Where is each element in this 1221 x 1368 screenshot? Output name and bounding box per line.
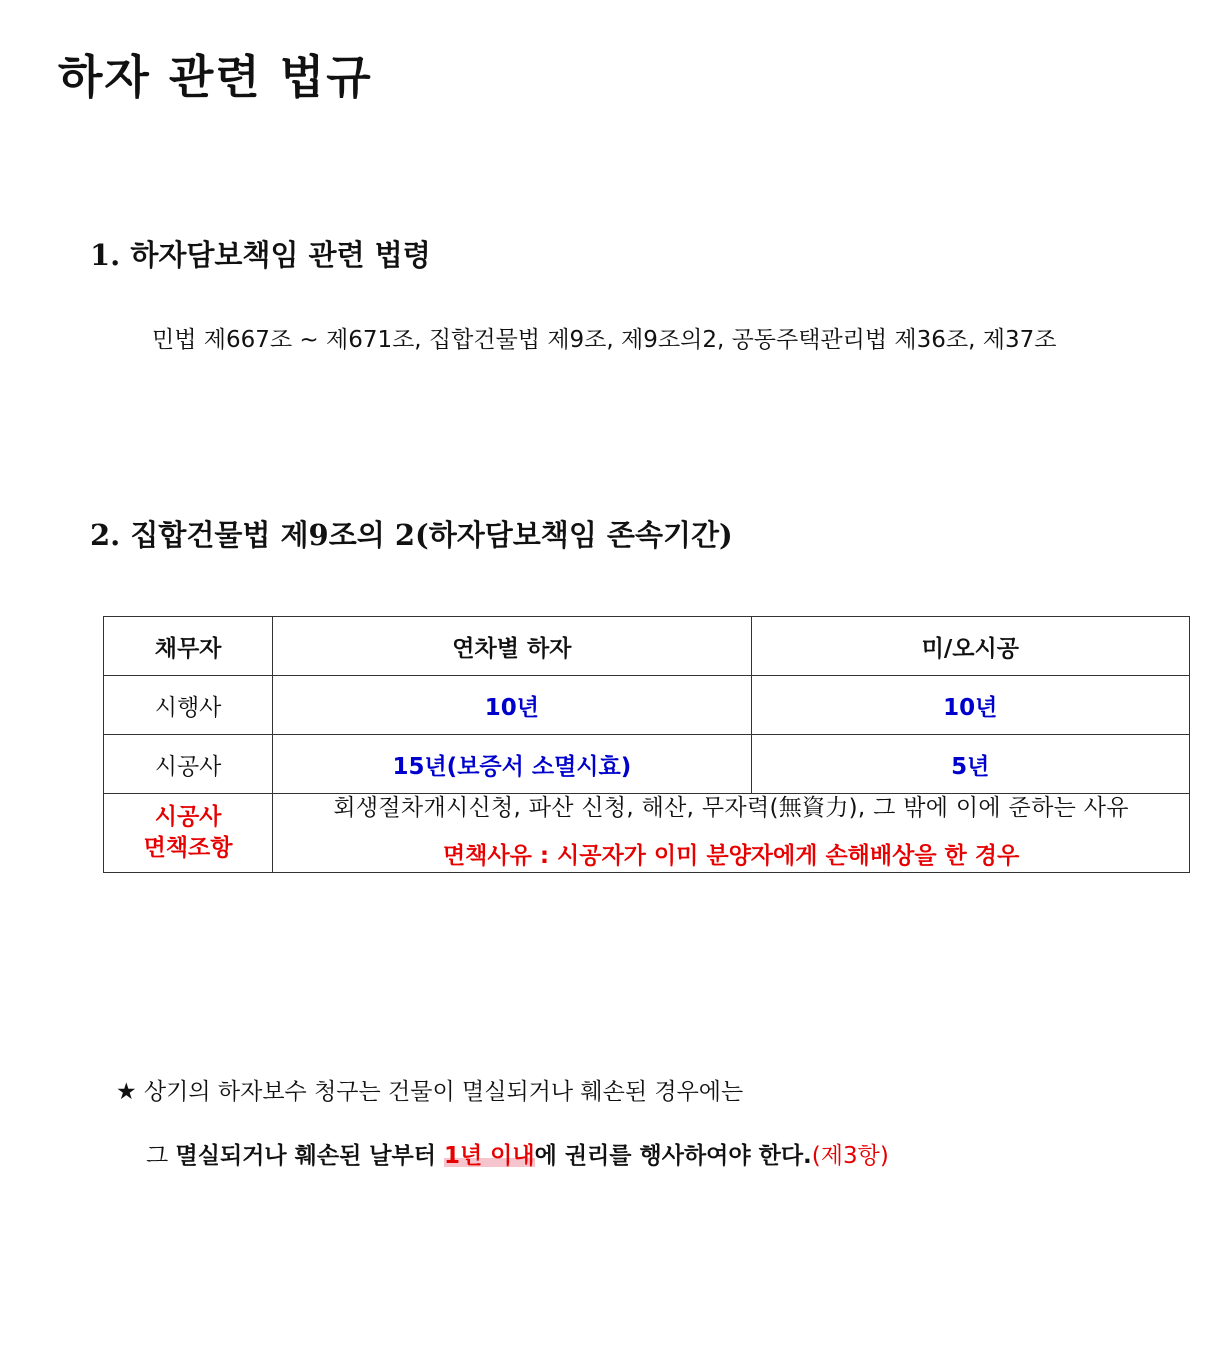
note-line-2 (146, 1142, 889, 1172)
note-bold-text: 멸실되거나 훼손된 날부터 (175, 1143, 444, 1169)
table-header-row (104, 617, 1190, 676)
note-line-1: ★ 상기의 하자보수 청구는 건물이 멸실되거나 훼손된 경우에는 (116, 1079, 744, 1105)
defect-period-cell: 10년 (751, 676, 1189, 735)
table-row (104, 676, 1190, 735)
exemption-reason: 면책사유 : 시공자가 이미 분양자에게 손해배상을 한 경우 (442, 842, 1020, 869)
debtor-cell: 시공사 (104, 735, 273, 794)
annual-period-cell: 15년(보증서 소멸시효) (273, 735, 751, 794)
exemption-row (104, 794, 1190, 873)
exemption-label-line2: 면책조항 (143, 834, 233, 861)
section-1-heading: 1. 하자담보책임 관련 법령 (90, 238, 431, 272)
header-construction-defect: 미/오시공 (751, 617, 1189, 676)
section-2-heading: 2. 집합건물법 제9조의 2(하자담보책임 존속기간) (90, 518, 733, 552)
note-clause-reference: (제3항) (811, 1143, 889, 1169)
exemption-label-line1: 시공사 (154, 803, 222, 830)
annual-period-cell: 10년 (273, 676, 751, 735)
liability-period-table (103, 616, 1190, 873)
related-laws-text: 민법 제667조 ~ 제671조, 집합건물법 제9조, 제9조의2, 공동주택관리법 제36조, 제37조 (152, 327, 1057, 353)
header-annual-defect: 연차별 하자 (273, 617, 751, 676)
exemption-label (104, 794, 273, 873)
note-after-text: 에 권리를 행사하여야 한다. (534, 1143, 812, 1169)
exemption-content (273, 794, 1190, 873)
page-title: 하자 관련 법규 (58, 50, 373, 104)
table-row (104, 735, 1190, 794)
defect-period-cell: 5년 (751, 735, 1189, 794)
header-debtor: 채무자 (104, 617, 273, 676)
debtor-cell: 시행사 (104, 676, 273, 735)
exemption-conditions: 회생절차개시신청, 파산 신청, 해산, 무자력(無資力), 그 밖에 이에 준하는 사유 (333, 795, 1129, 821)
note-highlight-deadline: 1년 이내 (443, 1143, 535, 1169)
note-prefix: 그 (146, 1143, 176, 1169)
